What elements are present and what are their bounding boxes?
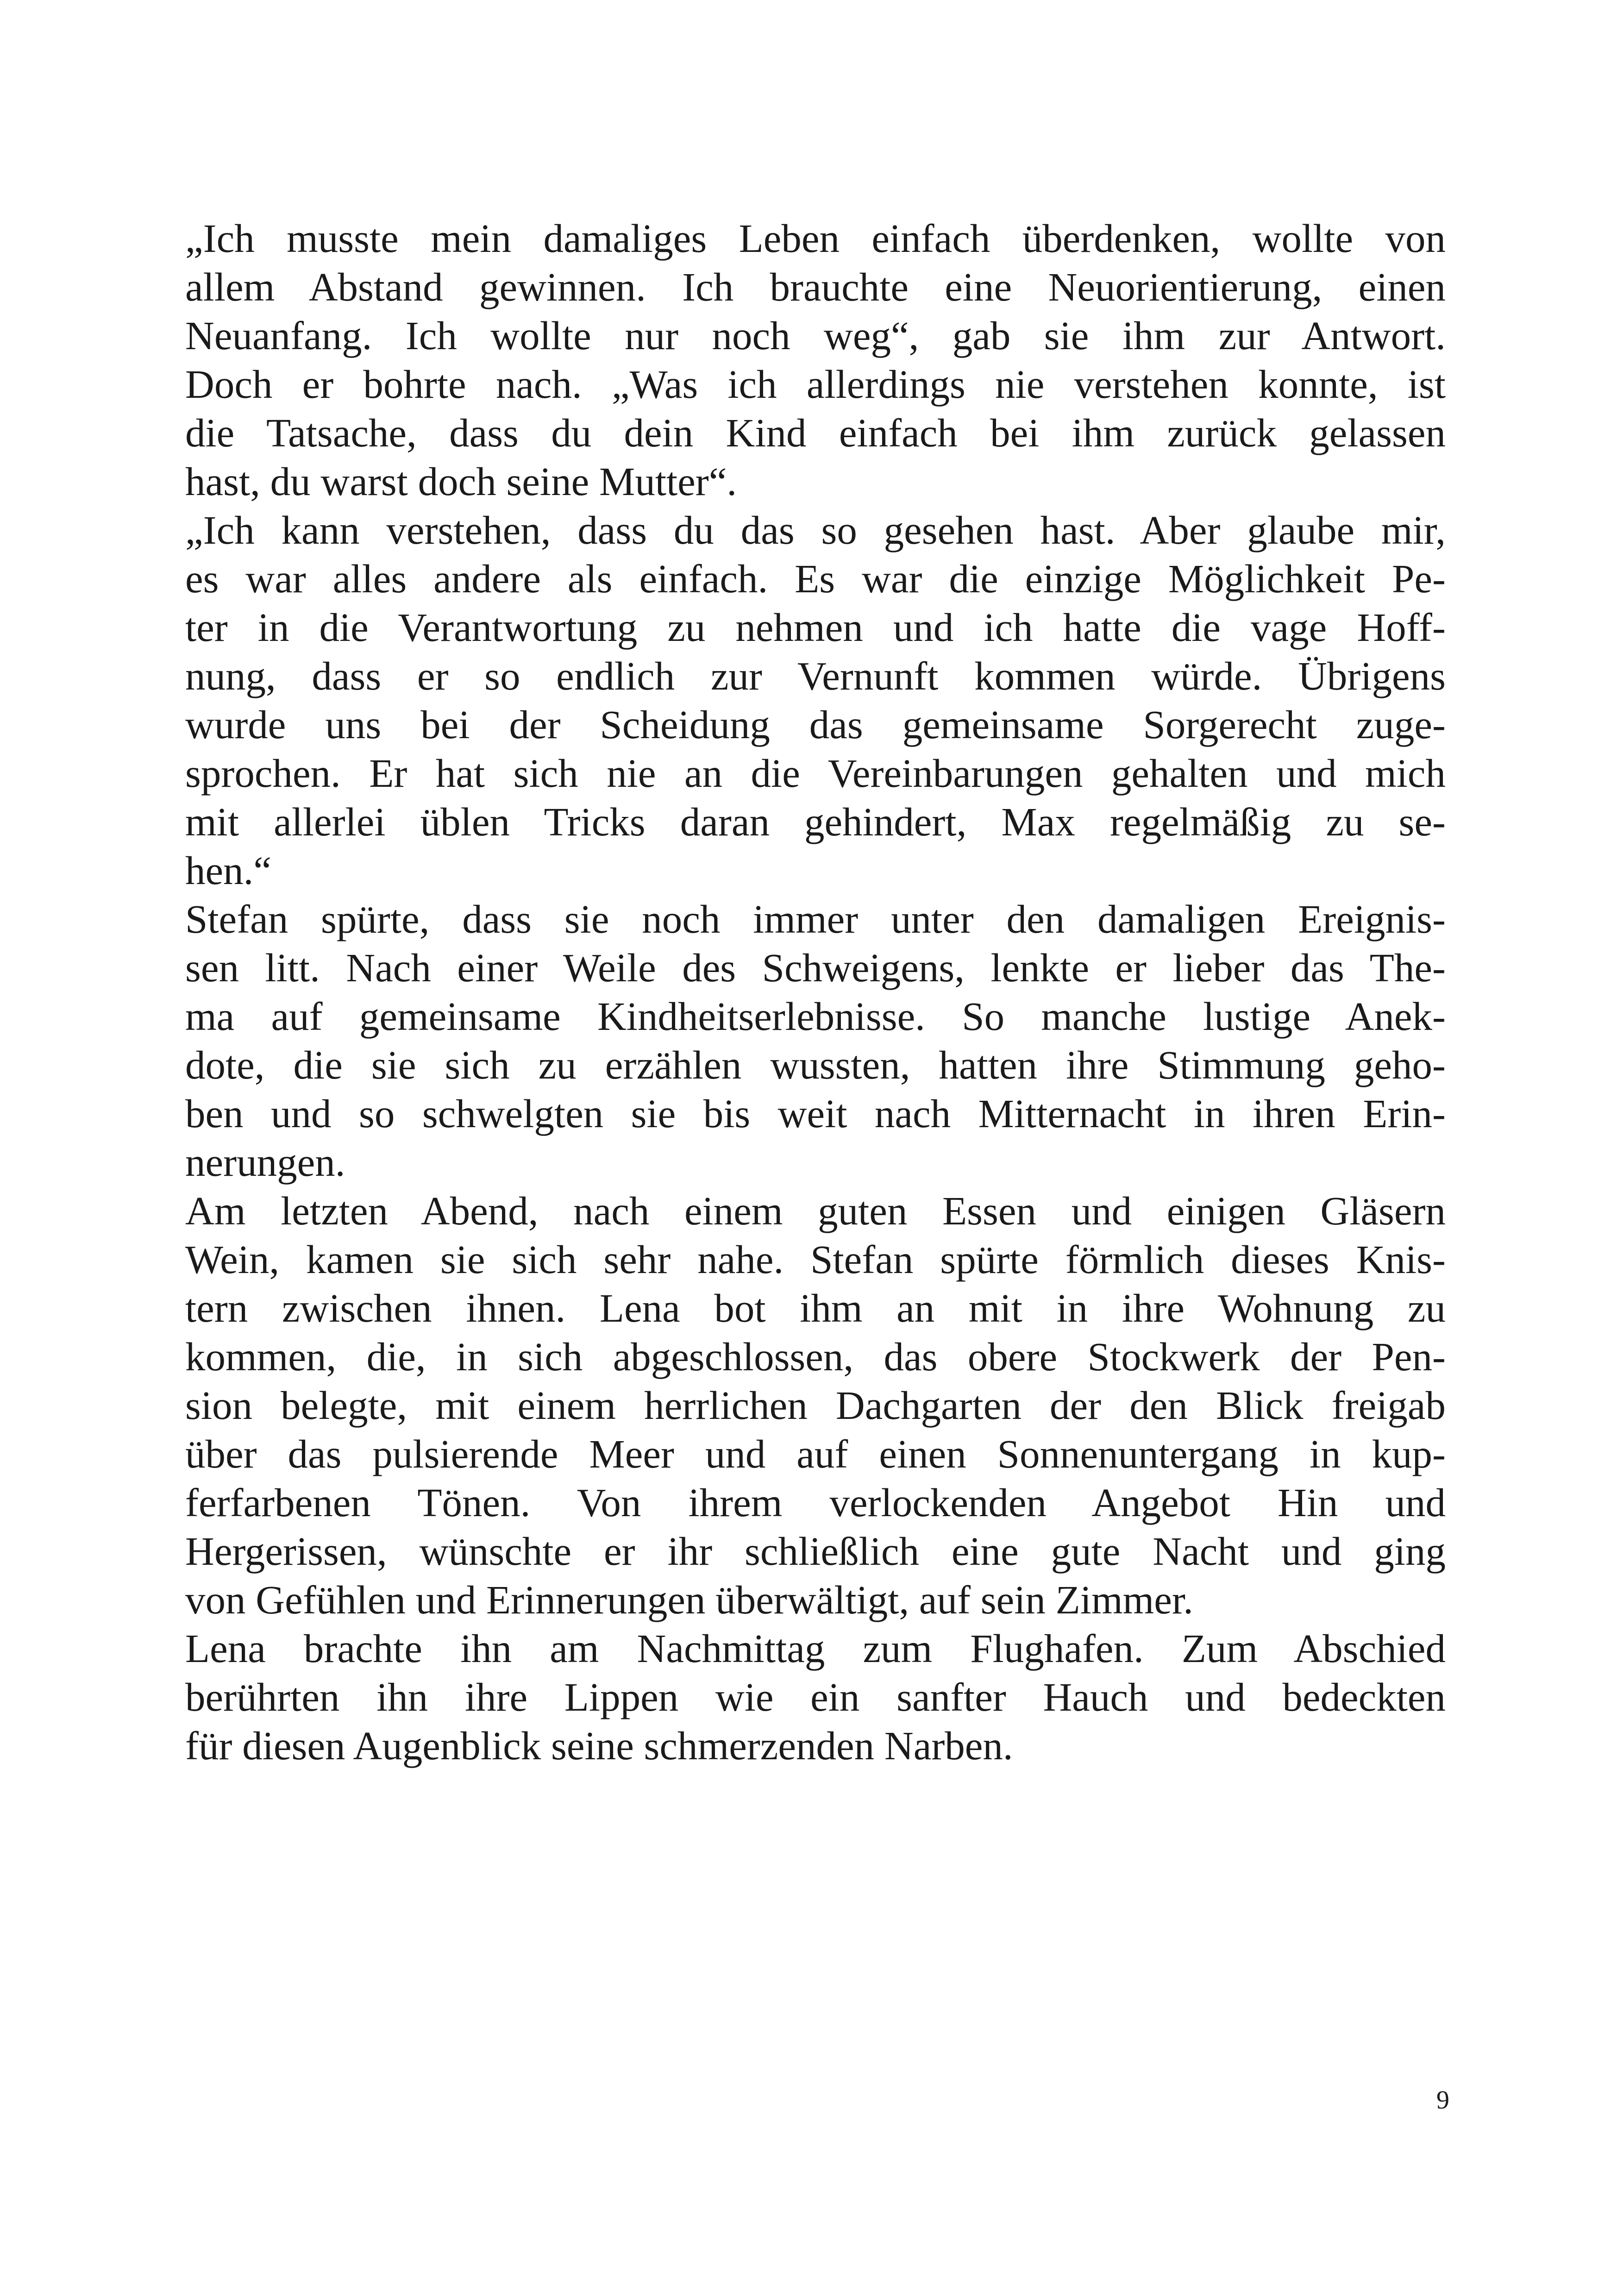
text-line: hen.“ [185,848,271,893]
text-line: Lena brachte ihn am Nachmittag zum Flughafen. Zum Abschied [185,1626,1446,1671]
text-line: ma auf gemeinsame Kindheitserlebnisse. So manche lustige Anek- [185,994,1446,1039]
text-line: sen litt. Nach einer Weile des Schweigens, lenkte er lieber das The- [185,945,1446,990]
text-line: Neuanfang. Ich wollte nur noch weg“, gab sie ihm zur Antwort. [185,313,1446,358]
text-line: sion belegte, mit einem herrlichen Dachgarten der den Blick freigab [185,1383,1446,1428]
text-line: nung, dass er so endlich zur Vernunft kommen würde. Übrigens [185,653,1446,698]
text-line: für diesen Augenblick seine schmerzenden Narben. [185,1723,1013,1768]
text-line: berührten ihn ihre Lippen wie ein sanfter Hauch und bedeckten [185,1675,1446,1719]
page-number: 9 [1436,2086,1449,2114]
text-line: allem Abstand gewinnen. Ich brauchte eine Neuorientierung, einen [185,264,1446,309]
text-line: ben und so schwelgten sie bis weit nach Mitternacht in ihren Erin- [185,1091,1446,1136]
text-line: hast, du warst doch seine Mutter“. [185,459,737,504]
text-line: von Gefühlen und Erinnerungen überwältigt, auf sein Zimmer. [185,1577,1193,1622]
text-line: nerungen. [185,1140,345,1185]
text-line: es war alles andere als einfach. Es war die einzige Möglichkeit Pe- [185,556,1446,601]
text-line: mit allerlei üblen Tricks daran gehindert, Max regelmäßig zu se- [185,799,1446,844]
text-line: „Ich kann verstehen, dass du das so gesehen hast. Aber glaube mir, [185,508,1446,552]
text-line: Am letzten Abend, nach einem guten Essen und einigen Gläsern [185,1188,1446,1233]
text-line: tern zwischen ihnen. Lena bot ihm an mit in ihre Wohnung zu [185,1286,1446,1330]
text-line: Doch er bohrte nach. „Was ich allerdings nie verstehen konnte, ist [185,362,1446,407]
text-line: dote, die sie sich zu erzählen wussten, hatten ihre Stimmung geho- [185,1042,1446,1087]
text-line: sprochen. Er hat sich nie an die Vereinbarungen gehalten und mich [185,751,1446,796]
text-line: die Tatsache, dass du dein Kind einfach bei ihm zurück gelassen [185,410,1446,455]
text-line: wurde uns bei der Scheidung das gemeinsame Sorgerecht zuge- [185,702,1446,747]
text-line: ferfarbenen Tönen. Von ihrem verlockenden Angebot Hin und [185,1480,1446,1525]
text-line: Wein, kamen sie sich sehr nahe. Stefan spürte förmlich dieses Knis- [185,1237,1446,1282]
text-line: „Ich musste mein damaliges Leben einfach überdenken, wollte von [185,216,1446,261]
text-line: Hergerissen, wünschte er ihr schließlich eine gute Nacht und ging [185,1529,1446,1574]
text-line: kommen, die, in sich abgeschlossen, das obere Stockwerk der Pen- [185,1334,1446,1379]
text-line: Stefan spürte, dass sie noch immer unter den damaligen Ereignis- [185,897,1446,941]
text-line: ter in die Verantwortung zu nehmen und ich hatte die vage Hoff- [185,605,1446,650]
body-text [185,214,1446,1770]
text-line: über das pulsierende Meer und auf einen Sonnenuntergang in kup- [185,1431,1446,1476]
